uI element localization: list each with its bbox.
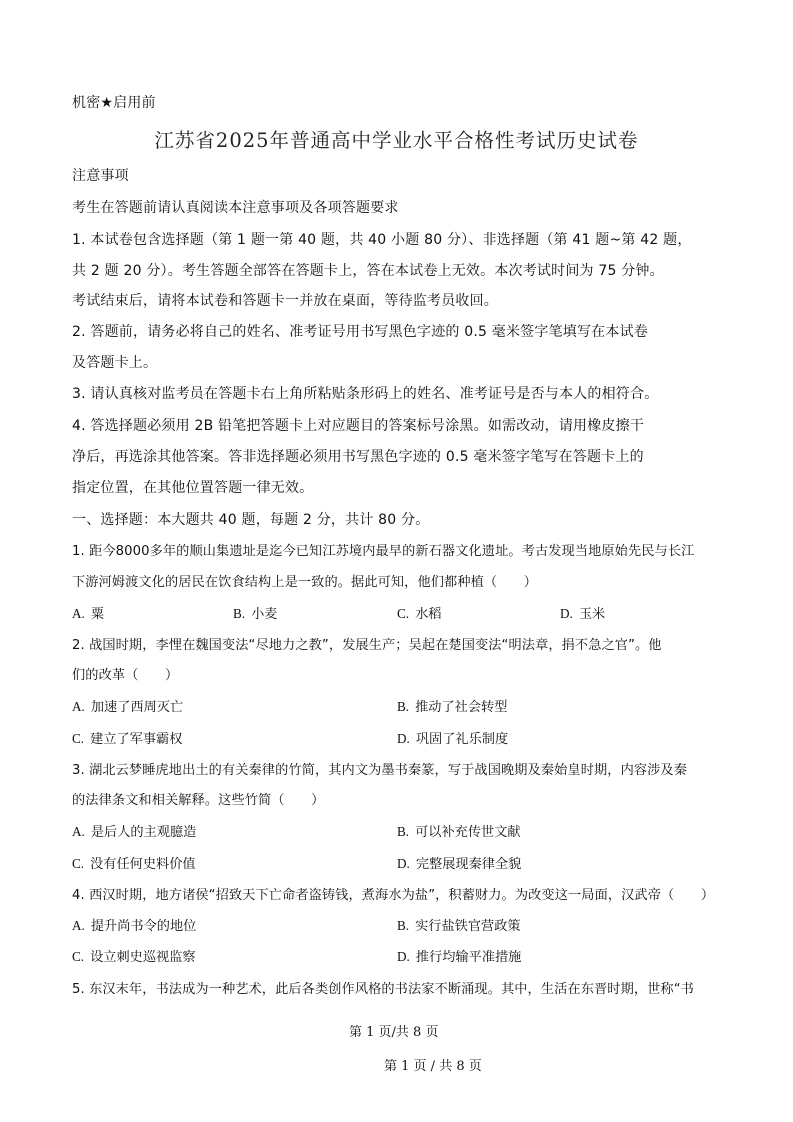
option-d[interactable] bbox=[397, 855, 521, 874]
question-stem-line: 的法律条文和相关解释。这些竹简（ ） bbox=[72, 793, 325, 808]
option-label: B. bbox=[397, 918, 410, 933]
question-stem-line: 下游河姆渡文化的居民在饮食结构上是一致的。据此可知，他们都种植（ ） bbox=[72, 575, 538, 590]
option-b[interactable] bbox=[233, 605, 277, 624]
notice-heading: 注意事项 bbox=[72, 168, 129, 184]
option-label: D. bbox=[560, 606, 573, 621]
question-stem-line: 1. 距今8000多年的顺山集遗址是迄今已知江苏境内最早的新石器文化遗址。考古发现当地原始先民与长江 bbox=[72, 544, 695, 559]
notice-text-line: 1. 本试卷包含选择题（第 1 题一第 40 题，共 40 小题 80 分）、非选择题（第 41 题~第 42 题， bbox=[72, 232, 692, 248]
exam-title: 江苏省2025年普通高中学业水平合格性考试历史试卷 bbox=[154, 129, 639, 152]
option-text: 小麦 bbox=[251, 607, 278, 622]
option-label: C. bbox=[72, 856, 85, 871]
option-label: A. bbox=[72, 918, 85, 933]
option-text: 可以补充传世文献 bbox=[415, 825, 521, 840]
notice-text-line: 指定位置，在其他位置答题一律无效。 bbox=[72, 480, 314, 496]
option-d[interactable] bbox=[560, 605, 605, 624]
option-label: D. bbox=[397, 856, 410, 871]
option-text: 提升尚书令的地位 bbox=[90, 919, 197, 934]
option-a[interactable] bbox=[72, 605, 104, 624]
option-label: D. bbox=[397, 949, 410, 964]
notice-text-line: 及答题卡上。 bbox=[72, 355, 158, 371]
option-text: 没有任何史料价值 bbox=[90, 857, 196, 872]
option-b[interactable] bbox=[397, 823, 521, 842]
option-text: 玉米 bbox=[578, 607, 606, 622]
option-label: A. bbox=[72, 824, 85, 839]
notice-text-line: 4. 答选择题必须用 2B 铅笔把答题卡上对应题目的答案标号涂黑。如需改动，请用橡皮擦干 bbox=[72, 418, 645, 434]
option-label: C. bbox=[72, 949, 85, 964]
option-text: 完整展现秦律全貌 bbox=[415, 857, 522, 872]
notice-text-line: 考试结束后，请将本试卷和答题卡一并放在桌面，等待监考员收回。 bbox=[72, 293, 498, 309]
option-label: A. bbox=[72, 606, 85, 621]
option-text: 实行盐铁官营政策 bbox=[415, 919, 521, 934]
option-d[interactable] bbox=[397, 730, 508, 749]
option-label: D. bbox=[397, 731, 410, 746]
option-text: 设立刺史巡视监察 bbox=[90, 950, 196, 965]
question-stem-line: 3. 湖北云梦睡虎地出土的有关秦律的竹简，其内文为墨书秦篆，写于战国晚期及秦始皇时期，内容涉及秦 bbox=[72, 763, 688, 778]
option-label: A. bbox=[72, 699, 85, 714]
page-number-outer: 第 1 页 / 共 8 页 bbox=[384, 1059, 482, 1074]
notice-text-line: 3. 请认真核对监考员在答题卡右上角所粘贴条形码上的姓名、准考证号是否与本人的相符合。 bbox=[72, 386, 659, 402]
option-text: 加速了西周灭亡 bbox=[90, 700, 184, 715]
option-label: C. bbox=[72, 731, 85, 746]
option-c[interactable] bbox=[72, 855, 196, 874]
option-text: 巩固了礼乐制度 bbox=[415, 732, 509, 747]
section-heading: 一、选择题：本大题共 40 题，每题 2 分，共计 80 分。 bbox=[72, 512, 430, 528]
option-text: 推动了社会转型 bbox=[415, 700, 508, 715]
option-a[interactable] bbox=[72, 698, 183, 717]
option-text: 建立了军事霸权 bbox=[90, 732, 183, 747]
option-label: B. bbox=[397, 699, 410, 714]
notice-text-line: 2. 答题前，请务必将自己的姓名、准考证号用书写黑色字迹的 0.5 毫米签字笔填写在本试卷 bbox=[72, 324, 648, 340]
option-text: 水稻 bbox=[415, 607, 442, 622]
page-number-inner: 第 1 页/共 8 页 bbox=[349, 1025, 439, 1040]
confidential-mark: 机密★启用前 bbox=[72, 95, 156, 111]
option-d[interactable] bbox=[397, 948, 521, 967]
option-b[interactable] bbox=[397, 698, 507, 717]
question-stem-line: 4. 西汉时期，地方诸侯“招致天下亡命者盗铸钱，煮海水为盐”，积蓄财力。为改变这一局面，汉武帝（ ） bbox=[72, 888, 715, 903]
option-a[interactable] bbox=[72, 823, 196, 842]
option-label: C. bbox=[397, 606, 410, 621]
option-text: 推行均输平准措施 bbox=[415, 950, 522, 965]
option-a[interactable] bbox=[72, 917, 196, 936]
option-label: B. bbox=[397, 824, 410, 839]
option-text: 是后人的主观臆造 bbox=[90, 825, 197, 840]
option-text: 粟 bbox=[90, 607, 105, 622]
option-b[interactable] bbox=[397, 917, 521, 936]
notice-text-line: 净后，再选涂其他答案。答非选择题必须用书写黑色字迹的 0.5 毫米签字笔写在答题卡上的 bbox=[72, 449, 644, 465]
option-c[interactable] bbox=[72, 948, 196, 967]
notice-text-line: 共 2 题 20 分）。考生答题全部答在答题卡上，答在本试卷上无效。本次考试时间为 75 分钟。 bbox=[72, 263, 664, 279]
question-stem-line: 5. 东汉末年，书法成为一种艺术，此后各类创作风格的书法家不断涌现。其中，生活在东晋时期，世称“书 bbox=[72, 982, 694, 997]
question-stem-line: 们的改革（ ） bbox=[72, 668, 179, 683]
notice-intro: 考生在答题前请认真阅读本注意事项及各项答题要求 bbox=[72, 200, 399, 216]
option-c[interactable] bbox=[72, 730, 182, 749]
option-label: B. bbox=[233, 606, 246, 621]
option-c[interactable] bbox=[397, 605, 441, 624]
question-stem-line: 2. 战国时期，李悝在魏国变法“尽地力之教”，发展生产；吴起在楚国变法“明法章，捐不急之官”。他 bbox=[72, 638, 662, 653]
